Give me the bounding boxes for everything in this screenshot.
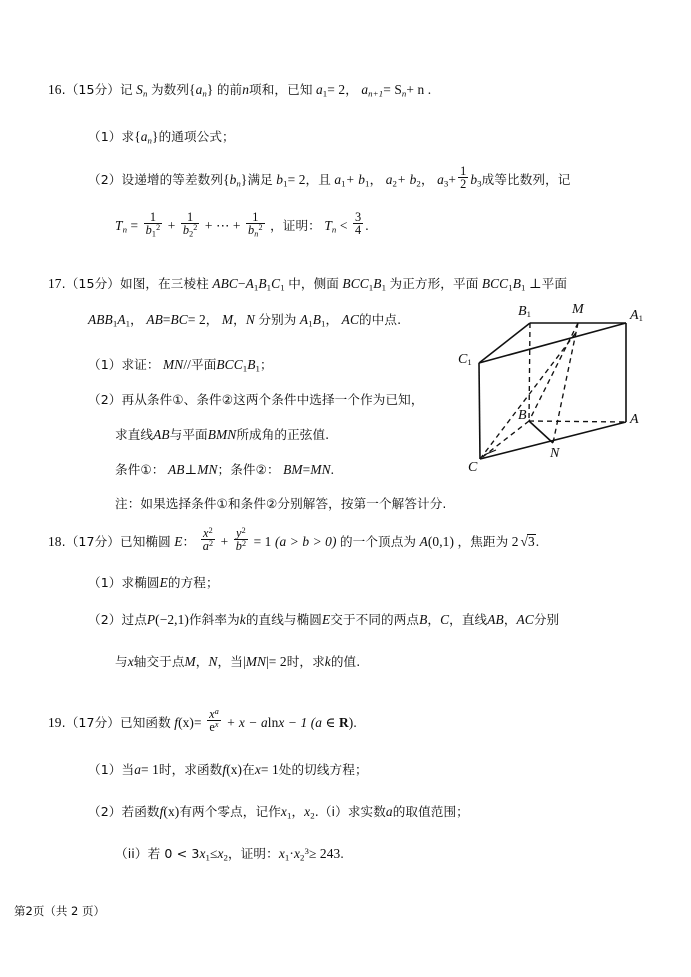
sub-prod-x2: 2: [300, 852, 305, 863]
stem17-text3: 为正方形，平面: [389, 276, 479, 291]
edge-C1C: [479, 363, 480, 459]
line-word: 求直线: [115, 427, 154, 442]
period-cond: .: [330, 462, 335, 477]
part-1-label: （1）求: [88, 129, 135, 144]
axis-text: 轴交于点: [133, 654, 185, 669]
colon: ：: [182, 534, 196, 550]
number-2: 2: [511, 534, 519, 550]
prove-label: ，证明：: [228, 846, 279, 862]
problem-17-conditions: [115, 463, 334, 477]
problem-17-line2: [88, 313, 401, 329]
brace-left-2: {: [134, 129, 141, 144]
minus: −: [237, 276, 246, 291]
figure-label-B1: $B_1$: [518, 304, 531, 320]
cond-MN: MN: [197, 462, 218, 477]
ellipse-E-2: E: [159, 575, 168, 590]
plane-word-2: 平面: [191, 357, 217, 372]
proof-label: ，证明：: [270, 218, 321, 234]
problem-18-stem: [48, 525, 540, 555]
cond-BM: BM: [283, 462, 303, 477]
equals: =: [130, 218, 139, 234]
symbol-b1: b: [276, 172, 284, 188]
prod-x1: x: [278, 846, 285, 862]
problem-19-points: .（17分）: [61, 715, 121, 731]
comma-18b: ，直线: [449, 612, 488, 627]
cond-AB: AB: [167, 462, 185, 477]
line-MN: [553, 323, 578, 443]
symbol-a-2: a: [140, 129, 148, 144]
prod-x2: x: [293, 846, 300, 862]
frac-1-bnsq: $\frac{1}{b_n^2}$: [248, 209, 263, 239]
vertex-B: B: [258, 276, 267, 291]
comma-3: ，: [420, 172, 434, 188]
eq-cond: =: [302, 462, 311, 477]
ln-symbol: ln: [267, 715, 279, 731]
respectively: 分别: [533, 612, 560, 627]
point-M: M: [221, 312, 234, 327]
symbol-T: T: [115, 218, 123, 234]
stem-text-2: 为数列: [150, 82, 190, 97]
eq-Sn: = S: [383, 82, 402, 97]
when-text: ，当: [217, 654, 243, 669]
ellipse-E-3: E: [321, 612, 331, 627]
sub-n-T: n: [122, 224, 128, 235]
term1-a-sub: 1: [341, 178, 346, 189]
part-2-label: （2）设递增的等差数列: [88, 172, 224, 188]
problem-17-note: 注：如果选择条件①和条件②分别解答，按第一个解答计分.: [115, 496, 447, 511]
arg-x-3: (x): [163, 804, 180, 819]
problem-19-part2-ii: [115, 847, 344, 863]
comma-17b: ，: [205, 312, 219, 327]
term2-b-wrap: + b: [397, 172, 417, 188]
problem-17-part2: （2）再从条件①、条件②这两个条件中选择一个作为已知，: [88, 392, 424, 407]
seg-MN: MN: [163, 357, 184, 372]
condition-abc: (a > b > 0): [274, 534, 337, 550]
sub-1: 1: [322, 88, 328, 99]
sub-x1: 1: [286, 810, 292, 821]
comma-2: ，: [369, 172, 383, 188]
edge-C1A1: [479, 323, 626, 363]
period: .: [365, 218, 369, 234]
term3-b-sub: 3: [477, 178, 482, 189]
equation-word: 的方程；: [167, 575, 219, 590]
param-a-2: a: [385, 804, 393, 819]
vertex-text: 的一个顶点为: [339, 534, 417, 550]
stem-text: 记: [120, 82, 133, 97]
plus-18: +: [220, 534, 229, 550]
slope-text: 作斜率为: [188, 612, 240, 627]
brace-b: {: [223, 172, 230, 188]
stem17-text: 如图，在三棱柱: [120, 276, 209, 291]
plus-sign: +: [448, 172, 457, 188]
sub-part-ii-label: （ii）若 0 < 3: [115, 846, 200, 862]
sub-face3: 1: [508, 282, 513, 293]
problem-19-part1: [88, 763, 368, 777]
problem-17-points: .（15分）: [61, 276, 121, 291]
period-19: .: [353, 715, 357, 731]
problem-17-part1: [88, 358, 273, 374]
rest-expr-2: x − 1: [278, 715, 308, 731]
face-B: B: [373, 276, 382, 291]
zero-x1: x: [280, 804, 287, 819]
sub-bcc1: 1: [242, 363, 248, 374]
edge-B1B: [529, 323, 530, 421]
perp-symbol: ⊥: [528, 276, 542, 291]
midpoint-tail: 的中点.: [358, 312, 402, 327]
problem-19-number: 19: [48, 715, 62, 731]
symbol-b: b: [229, 172, 237, 188]
eq-1-19: = 1: [141, 762, 159, 777]
plane-word: 平面: [541, 276, 568, 291]
sub-prod-x1: 1: [284, 852, 290, 863]
figure-label-A1: $A_1$: [630, 308, 643, 324]
sub-a1b1-1: 1: [308, 318, 313, 329]
sub-n-3: n: [401, 88, 407, 99]
seg-AC: AC: [341, 312, 359, 327]
cond-MN-2: MN: [310, 462, 331, 477]
sub-n: n: [142, 88, 148, 99]
figure-label-N: N: [550, 446, 560, 461]
edge-BA: [529, 421, 626, 422]
problem-18-points: .（17分）: [61, 534, 121, 550]
problem-16-stem: [48, 83, 431, 99]
point-P: P: [146, 612, 156, 627]
domain-cond: (a ∈ R): [310, 715, 354, 731]
problem-19-stem: [48, 706, 357, 736]
term1-b-sub: 1: [365, 178, 370, 189]
plane-BMN: BMN: [207, 427, 237, 442]
term2-b-sub: 2: [416, 178, 421, 189]
seg-MN-18: MN: [245, 654, 267, 669]
part1-18-label: （1）求椭圆: [88, 575, 160, 590]
face-BCC-3: BCC: [216, 357, 243, 372]
line-AB-18: AB: [487, 612, 504, 627]
function-f: f: [174, 715, 179, 731]
plus-1: +: [167, 218, 176, 234]
part1-19-label: （1）当: [88, 762, 135, 777]
plus-n: + n .: [406, 82, 432, 97]
stem17-text2: 中，侧面: [288, 276, 339, 291]
sub-abb2: 1: [125, 318, 131, 329]
plus-dots: + ⋯ +: [204, 218, 241, 234]
ellipse-E: E: [174, 534, 183, 550]
point-C-18: C: [440, 612, 450, 627]
problem-18-part1: [88, 576, 219, 590]
focal-text: ，焦距为: [457, 534, 509, 550]
prism-ABC: ABC: [212, 276, 238, 291]
brace-right-2: }: [152, 129, 159, 144]
eq-2-17: = 2: [187, 312, 206, 327]
face-A: A: [117, 312, 126, 327]
sup-prod-x2: 3: [304, 846, 310, 856]
symbol-T-2: T: [324, 218, 332, 234]
problem-17-part2-line2: [115, 428, 329, 442]
sub-part-i: .（i）求实数: [314, 804, 386, 819]
seg-AB: AB: [146, 312, 163, 327]
edge-BN: [529, 421, 553, 443]
cdot: ·: [289, 846, 294, 862]
term2-a: a: [385, 172, 393, 188]
point-B-18: B: [419, 612, 428, 627]
eq-17: =: [162, 312, 171, 327]
param-a: a: [134, 762, 141, 777]
find-text: 时，求: [286, 654, 325, 669]
problem-16-part2: [88, 163, 571, 193]
perp-2: ⊥: [184, 462, 198, 477]
edge-C1B1: [479, 323, 530, 363]
seg-AB-2: AB: [153, 427, 170, 442]
sub-n-5: n: [236, 178, 241, 189]
point-A-18: A: [419, 534, 428, 550]
face-B-3: B: [247, 357, 256, 372]
problem-16-part1: [88, 130, 235, 146]
zeros-text: 有两个零点，记作: [179, 804, 281, 819]
face-ABB: ABB: [88, 312, 113, 327]
sub-face2: 1: [381, 282, 387, 293]
face-B-2: B: [512, 276, 521, 291]
point-N: N: [245, 312, 255, 327]
seg-BC: BC: [170, 312, 188, 327]
brace-b-2: }: [240, 172, 248, 188]
frac-3-4: $\frac{3}{4}$: [354, 209, 362, 238]
term3-b: b: [470, 172, 478, 188]
fraction-half: $\frac{1}{2}$: [460, 163, 467, 192]
x-var: x: [254, 762, 261, 777]
term1-a: a: [334, 172, 342, 188]
period-18: .: [535, 534, 540, 550]
condition-2-label: ；条件②：: [217, 462, 280, 477]
problem-17-stem: [48, 277, 567, 293]
vertex-C: C: [271, 276, 281, 291]
sub-abb1: 1: [112, 318, 118, 329]
x-axis: x: [127, 654, 134, 669]
sub-C1: 1: [280, 282, 285, 293]
rest-expr: + x − a: [226, 715, 268, 731]
comma: ，: [345, 82, 358, 97]
ge-243: ≥ 243: [309, 846, 341, 862]
less-than: <: [339, 218, 348, 234]
stem19-text: 已知函数: [120, 715, 171, 731]
slope-k-2: k: [324, 654, 331, 669]
figure-label-B: B: [518, 408, 527, 423]
symbol-a-n1: a: [361, 82, 369, 97]
abs-bar-2: |: [266, 654, 269, 669]
sub-1-b: 1: [283, 178, 288, 189]
seg-B1: B: [312, 312, 321, 327]
part1-17-label: （1）求证：: [88, 357, 160, 372]
term3-a-sub: 3: [443, 178, 449, 189]
problem-19-part2: [88, 805, 469, 821]
stem-text-4: 项和，已知: [249, 82, 313, 97]
sub-n-T2: n: [331, 224, 337, 235]
problem-16-points: .（15分）: [61, 82, 121, 97]
le-symbol: ≤: [210, 846, 218, 862]
when-func-text: 时，求函数: [158, 762, 223, 777]
problem-18-part2-line2: [115, 655, 360, 669]
part-1-text: 的通项公式；: [158, 129, 235, 144]
comma-19: ，: [291, 804, 305, 819]
comma-17d: ，: [325, 312, 339, 327]
problem-18-number: 18: [48, 534, 62, 550]
term1-b-wrap: + b: [345, 172, 366, 188]
term2-a-sub: 2: [392, 178, 398, 189]
problem-16-number: 16: [48, 82, 62, 97]
frac-y2-b2: $\frac{y^2}{b^2}$: [235, 525, 247, 554]
frac-1-b2sq: $\frac{1}{b_2^2}$: [182, 209, 198, 239]
range-text: 的取值范围；: [392, 804, 469, 819]
line-AC-18: AC: [516, 612, 534, 627]
figure-label-C: C: [468, 460, 478, 475]
figure-label-C1: $C_1$: [458, 352, 472, 368]
stem18-text: 已知椭圆: [120, 534, 171, 550]
face-BCC: BCC: [342, 276, 369, 291]
coord-A: (0,1): [427, 534, 455, 550]
sub-B1: 1: [266, 282, 272, 293]
part2-19-label: （2）若函数: [88, 804, 160, 819]
parallel-symbol: //: [183, 357, 191, 372]
sine-text: 所成角的正弦值.: [236, 427, 330, 442]
seg-A1: A: [299, 312, 309, 327]
part2-18-label: （2）过点: [88, 612, 147, 627]
eq-2-18: = 2: [268, 654, 287, 669]
and-text: ，且: [305, 172, 331, 188]
condition-1-label: 条件①：: [115, 462, 165, 477]
problem-16-formula-T: [115, 209, 369, 241]
brace-right: }: [206, 82, 214, 97]
prism-figure: [440, 300, 670, 485]
function-f-2: f: [222, 762, 227, 777]
term3-a: a: [437, 172, 444, 188]
sub-x2: 2: [310, 810, 315, 821]
comma-17c: ，: [233, 312, 246, 327]
sub-a1b1-2: 1: [321, 318, 326, 329]
symbol-a: a: [195, 82, 203, 97]
problem-18-part2: [88, 613, 559, 627]
x1-ii: x: [199, 846, 206, 862]
frac-1-b1sq: $\frac{1}{b_1^2}$: [145, 209, 161, 239]
tangent-text: 处的切线方程；: [278, 762, 368, 777]
sub-x2-ii: 2: [223, 852, 229, 863]
slope-k: k: [239, 612, 246, 627]
at-word: 在: [242, 762, 255, 777]
period-19b: .: [340, 846, 344, 862]
sub-A1: 1: [253, 282, 259, 293]
real-set: R: [339, 715, 349, 731]
sub-face1: 1: [368, 282, 374, 293]
zero-x2: x: [304, 804, 311, 819]
eq-1-18: = 1: [253, 534, 272, 550]
abs-bar-1: |: [242, 654, 246, 669]
problem-17-number: 17: [48, 276, 62, 291]
with-plane: 与平面: [169, 427, 208, 442]
face-BCC-2: BCC: [481, 276, 509, 291]
stem-text-3: 的前: [216, 82, 243, 97]
brace-left: {: [189, 82, 196, 97]
frac-xa-ex: $\frac{x^a}{e^x}$: [209, 706, 219, 735]
with-word: 与: [115, 654, 128, 669]
point-N-18: N: [208, 654, 218, 669]
comma-18c: ，: [503, 612, 517, 627]
function-f-3: f: [159, 804, 164, 819]
comma-18a: ，: [427, 612, 441, 627]
arg-x: (x): [178, 715, 194, 731]
vertex-A: A: [245, 276, 254, 291]
part-2-text: 满足: [247, 172, 273, 188]
figure-label-M: M: [572, 302, 584, 317]
symbol-n: n: [242, 82, 250, 97]
arg-x-2: (x): [226, 762, 243, 777]
part-2-tail: 成等比数列，记: [481, 172, 571, 188]
sub-n-4: n: [147, 135, 153, 146]
comma-17: ，: [130, 312, 143, 327]
x2-ii: x: [217, 846, 224, 862]
frac-x2-a2: $\frac{x^2}{a^2}$: [202, 525, 214, 554]
comma-18d: ，: [195, 654, 209, 669]
point-M-18: M: [184, 654, 196, 669]
midpoint-text: 分别为: [258, 312, 297, 327]
eq-2-b: = 2: [287, 172, 306, 188]
eq-1-19b: = 1: [260, 762, 279, 777]
intersect-text: 交于不同的两点: [330, 612, 420, 627]
coord-P: (−2,1): [155, 612, 189, 627]
sub-bcc2: 1: [255, 363, 261, 374]
sqrt-3: √3: [520, 534, 535, 550]
sub-n-plus-1: n+1: [368, 88, 384, 99]
symbol-a1: a: [315, 82, 323, 97]
figure-label-A: A: [630, 412, 639, 427]
eq-19: =: [194, 715, 202, 731]
symbol-S: S: [136, 82, 143, 97]
value-text: 的值.: [330, 654, 361, 669]
sub-face4: 1: [520, 282, 526, 293]
sub-x1-ii: 1: [205, 852, 211, 863]
semicolon: ；: [260, 357, 273, 372]
page-footer: 第2页（共 2 页）: [14, 904, 105, 918]
sub-n-2: n: [202, 88, 207, 99]
eq-2: = 2: [327, 82, 346, 97]
line-ellipse-text: 的直线与椭圆: [245, 612, 322, 627]
